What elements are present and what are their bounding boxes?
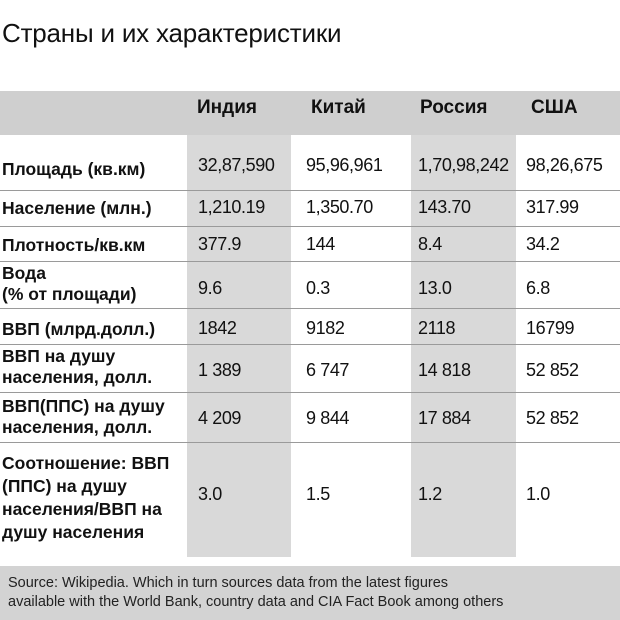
row-divider: [0, 261, 620, 262]
cell-population-india: 1,210.19: [198, 197, 265, 217]
row-label-line: Соотношение: ВВП: [2, 453, 170, 473]
source-note: [8, 574, 614, 612]
row-divider: [0, 226, 620, 227]
cell-ratio-usa: 1.0: [526, 484, 550, 504]
column-header-india: Индия: [197, 97, 257, 118]
cell-gdp-russia: 2118: [418, 318, 456, 338]
cell-water-india: 9.6: [198, 278, 222, 298]
cell-density-india: 377.9: [198, 234, 242, 254]
cell-density-usa: 34.2: [526, 234, 560, 254]
row-label-line: ВВП(ППС) на душу: [2, 396, 165, 416]
cell-gdp-china: 9182: [306, 318, 345, 338]
column-header-usa: США: [531, 97, 578, 118]
row-label-line: населения, долл.: [2, 367, 153, 387]
cell-gdp-india: 1842: [198, 318, 237, 338]
row-label-line: ВВП на душу: [2, 346, 116, 366]
cell-density-china: 144: [306, 234, 335, 254]
row-label-line: душу населения: [2, 522, 145, 542]
row-label-water: [2, 263, 137, 305]
row-label-gdp-ppp-per-capita: [2, 396, 165, 438]
cell-gdp-ppp-china: 9 844: [306, 408, 350, 428]
cell-density-russia: 8.4: [418, 234, 442, 254]
row-label-line: (ППС) на душу: [2, 476, 127, 496]
cell-gdp-per-capita-russia: 14 818: [418, 360, 471, 380]
cell-water-usa: 6.8: [526, 278, 550, 298]
row-label-line: Вода: [2, 263, 46, 283]
row-label-density: Плотность/кв.км: [2, 235, 146, 255]
row-label-line: (% от площади): [2, 284, 137, 304]
cell-gdp-per-capita-china: 6 747: [306, 360, 350, 380]
cell-area-usa: 98,26,675: [526, 155, 603, 175]
cell-gdp-per-capita-india: 1 389: [198, 360, 242, 380]
cell-water-russia: 13.0: [418, 278, 452, 298]
cell-gdp-per-capita-usa: 52 852: [526, 360, 579, 380]
column-header-russia: Россия: [420, 97, 488, 118]
row-label-line: населения/ВВП на: [2, 499, 162, 519]
page-title: Страны и их характеристики: [2, 18, 342, 48]
source-line: available with the World Bank, country data and CIA Fact Book among others: [8, 594, 504, 610]
column-header-china: Китай: [311, 97, 366, 118]
row-label-gdp: ВВП (млрд.долл.): [2, 319, 156, 339]
row-divider: [0, 442, 620, 443]
row-divider: [0, 308, 620, 309]
cell-area-india: 32,87,590: [198, 155, 275, 175]
cell-ratio-india: 3.0: [198, 484, 222, 504]
header-band: [0, 91, 620, 135]
row-divider: [0, 392, 620, 393]
cell-area-china: 95,96,961: [306, 155, 383, 175]
cell-water-china: 0.3: [306, 278, 330, 298]
row-label-population: Население (млн.): [2, 198, 152, 218]
cell-gdp-usa: 16799: [526, 318, 575, 338]
row-label-area: Площадь (кв.км): [2, 159, 146, 179]
source-footer: [0, 566, 620, 620]
cell-gdp-ppp-india: 4 209: [198, 408, 242, 428]
row-divider: [0, 190, 620, 191]
cell-gdp-ppp-usa: 52 852: [526, 408, 579, 428]
cell-population-china: 1,350.70: [306, 197, 373, 217]
cell-ratio-china: 1.5: [306, 484, 330, 504]
row-divider: [0, 344, 620, 345]
cell-ratio-russia: 1.2: [418, 484, 442, 504]
cell-gdp-ppp-russia: 17 884: [418, 408, 471, 428]
source-line: Source: Wikipedia. Which in turn sources data from the latest figures: [8, 575, 449, 591]
row-label-gdp-per-capita: [2, 346, 152, 388]
cell-population-usa: 317.99: [526, 197, 579, 217]
row-label-line: населения, долл.: [2, 417, 153, 437]
cell-area-russia: 1,70,98,242: [418, 155, 509, 175]
cell-population-russia: 143.70: [418, 197, 471, 217]
row-label-ratio: [2, 452, 169, 544]
